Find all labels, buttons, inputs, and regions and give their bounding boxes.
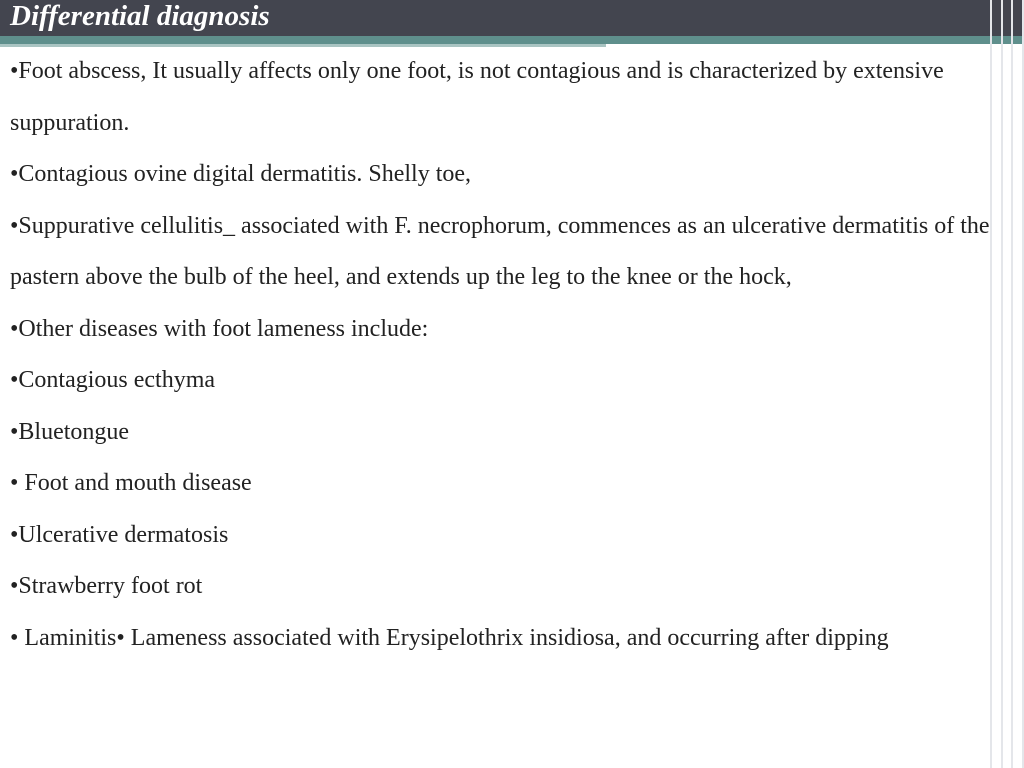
bullet-item: •Bluetongue [10, 418, 130, 445]
bullet-item: • Laminitis• Lameness associated with Erysipelothrix insidiosa, and occurring after dipping [10, 624, 889, 651]
bullet-item: •Other diseases with foot lameness include: [10, 315, 429, 342]
bullet-item: •Contagious ovine digital dermatitis. Shelly toe, [10, 161, 472, 187]
bullet-item: •Suppurative cellulitis_ associated with F. necrophorum, commences as an ulcerative dermatitis of the pastern above the bulb of the heel, and extends up the leg to the knee or the hock, [10, 212, 990, 290]
bullet-item: •Ulcerative dermatosis [10, 521, 229, 548]
bullet-item: •Strawberry foot rot [10, 573, 203, 599]
bullet-item: • Foot and mouth disease [10, 470, 252, 496]
bullet-item: •Foot abscess, It usually affects only one foot, is not contagious and is characterized by extensive suppuration. [10, 58, 944, 136]
slide-title: Differential diagnosis [10, 0, 270, 32]
title-accent-stripe [0, 36, 1024, 44]
bullet-item: •Contagious ecthyma [10, 367, 216, 393]
bullet-list [10, 46, 1006, 664]
decorative-stripe [1011, 0, 1013, 768]
